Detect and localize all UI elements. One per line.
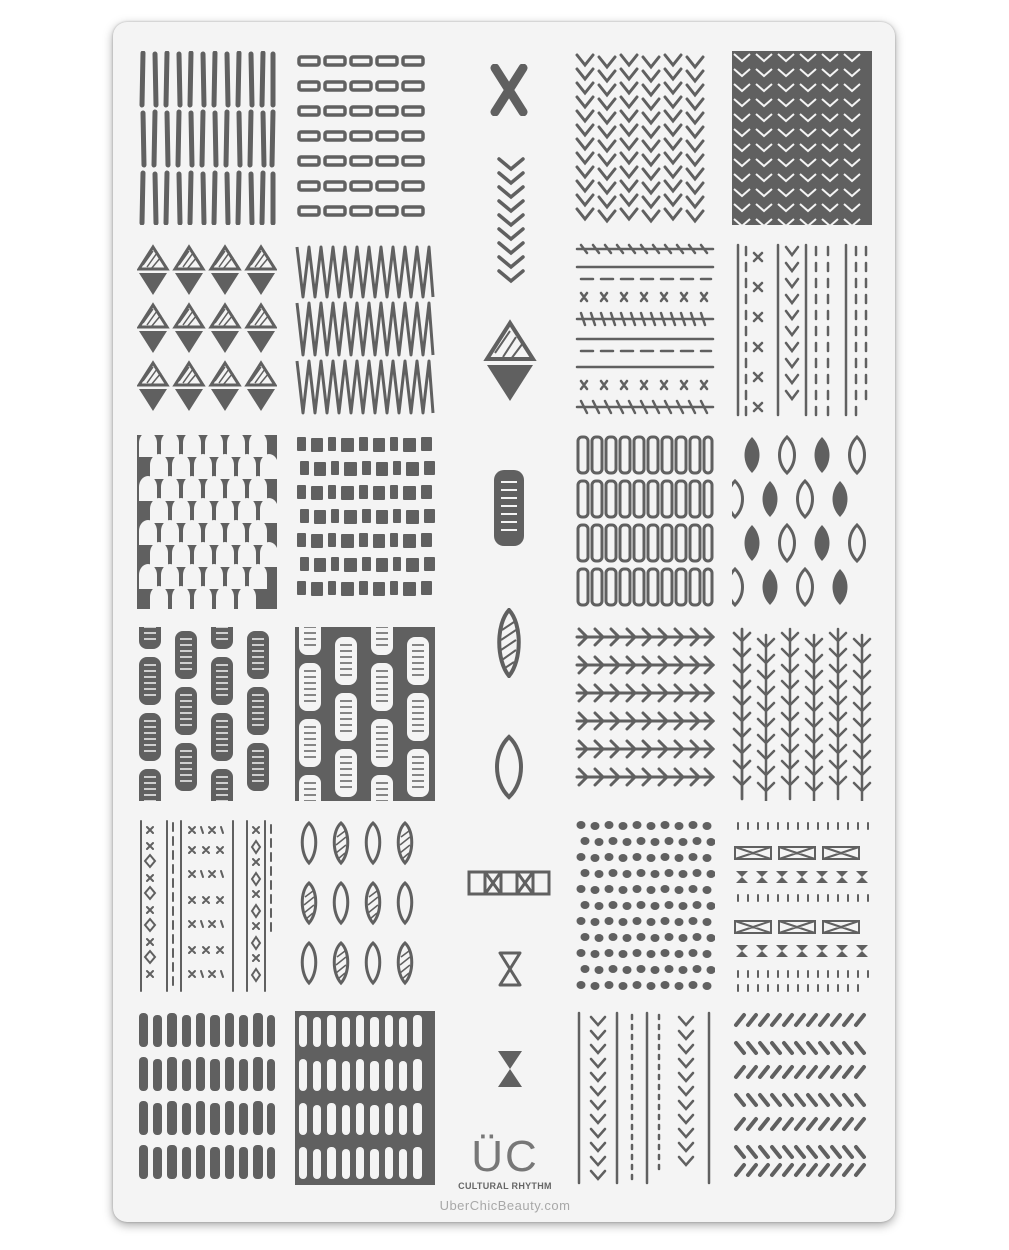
motif-hatched-capsule[interactable] <box>492 468 526 548</box>
triangle-pair-icon <box>483 319 537 405</box>
hourglass-outline-icon <box>497 950 523 988</box>
vertical-stripes-icon <box>137 51 277 225</box>
design-tile-capsule-columns[interactable] <box>575 435 715 609</box>
brush-strokes-icon <box>137 1011 277 1185</box>
tribal-columns-icon <box>137 819 277 993</box>
hourglass-solid-icon <box>496 1049 524 1089</box>
arrow-columns-icon <box>575 1011 715 1185</box>
capsule-columns-icon <box>575 435 715 609</box>
design-tile-scales[interactable] <box>137 435 277 609</box>
bowtie-band-icon <box>467 870 551 896</box>
collection-name: CULTURAL RHYTHM <box>458 1181 552 1191</box>
design-tile-triangles[interactable] <box>137 243 277 417</box>
chevron-solid-icon <box>732 51 872 225</box>
design-tile-fern-columns[interactable] <box>732 627 872 801</box>
design-tile-slash-rows[interactable] <box>732 1011 872 1185</box>
design-tile-brush-strokes[interactable] <box>137 1011 277 1185</box>
seed-outline-icon <box>489 734 529 800</box>
x-mark-icon <box>489 64 529 116</box>
chevron-columns-icon <box>575 51 715 225</box>
design-tile-chevron-solid[interactable] <box>732 51 872 225</box>
triangles-icon <box>137 243 277 417</box>
design-tile-stitch-rows[interactable] <box>575 243 715 417</box>
hatched-seed-icon <box>494 608 524 678</box>
design-tile-bowtie-bands[interactable] <box>732 819 872 993</box>
design-tile-brush-strokes-inverse[interactable] <box>295 1011 435 1185</box>
dots-icon <box>575 819 715 993</box>
fern-columns-icon <box>732 627 872 801</box>
motif-bowtie-band[interactable] <box>467 870 551 896</box>
zigzag-icon <box>295 243 435 417</box>
bowtie-bands-icon <box>732 819 872 993</box>
leaf-diamonds-icon <box>732 435 872 609</box>
design-tile-dash-rows[interactable] <box>295 51 435 225</box>
design-tile-block-rows[interactable] <box>295 435 435 609</box>
design-tile-vertical-stripes[interactable] <box>137 51 277 225</box>
hatched-capsules-inverse-icon <box>295 627 435 801</box>
slash-rows-icon <box>732 1011 872 1185</box>
motif-seed-outline[interactable] <box>489 734 529 800</box>
design-tile-tribal-columns[interactable] <box>137 819 277 993</box>
design-tile-hatched-capsules[interactable] <box>137 627 277 801</box>
design-tile-dots[interactable] <box>575 819 715 993</box>
hatched-capsule-icon <box>492 468 526 548</box>
brand-logo <box>442 1132 568 1195</box>
stamping-plate <box>113 22 895 1222</box>
motif-hourglass-outline[interactable] <box>497 950 523 988</box>
dash-rows-icon <box>295 51 435 225</box>
motif-x[interactable] <box>489 64 529 116</box>
motif-chevron-strip[interactable] <box>496 155 526 291</box>
design-tile-arrow-rows[interactable] <box>575 627 715 801</box>
motif-hourglass-solid[interactable] <box>496 1049 524 1089</box>
motif-hatched-seed[interactable] <box>494 608 524 678</box>
logo-mark: ÜC <box>471 1132 539 1181</box>
design-tile-seed-pods[interactable] <box>295 819 435 993</box>
block-rows-icon <box>295 435 435 609</box>
design-tile-leaf-diamonds[interactable] <box>732 435 872 609</box>
scales-icon <box>137 435 277 609</box>
seed-pods-icon <box>295 819 435 993</box>
vertical-stitches-icon <box>732 243 872 417</box>
design-tile-zigzag[interactable] <box>295 243 435 417</box>
design-tile-arrow-columns[interactable] <box>575 1011 715 1185</box>
arrow-rows-icon <box>575 627 715 801</box>
website-link[interactable]: UberChicBeauty.com <box>439 1198 571 1213</box>
chevron-strip-icon <box>496 155 526 291</box>
stitch-rows-icon <box>575 243 715 417</box>
design-tile-hatched-capsules-inverse[interactable] <box>295 627 435 801</box>
hatched-capsules-icon <box>137 627 277 801</box>
design-tile-chevron-columns[interactable] <box>575 51 715 225</box>
brush-strokes-inverse-icon <box>295 1011 435 1185</box>
design-tile-vertical-stitches[interactable] <box>732 243 872 417</box>
motif-triangle-pair[interactable] <box>483 319 537 405</box>
